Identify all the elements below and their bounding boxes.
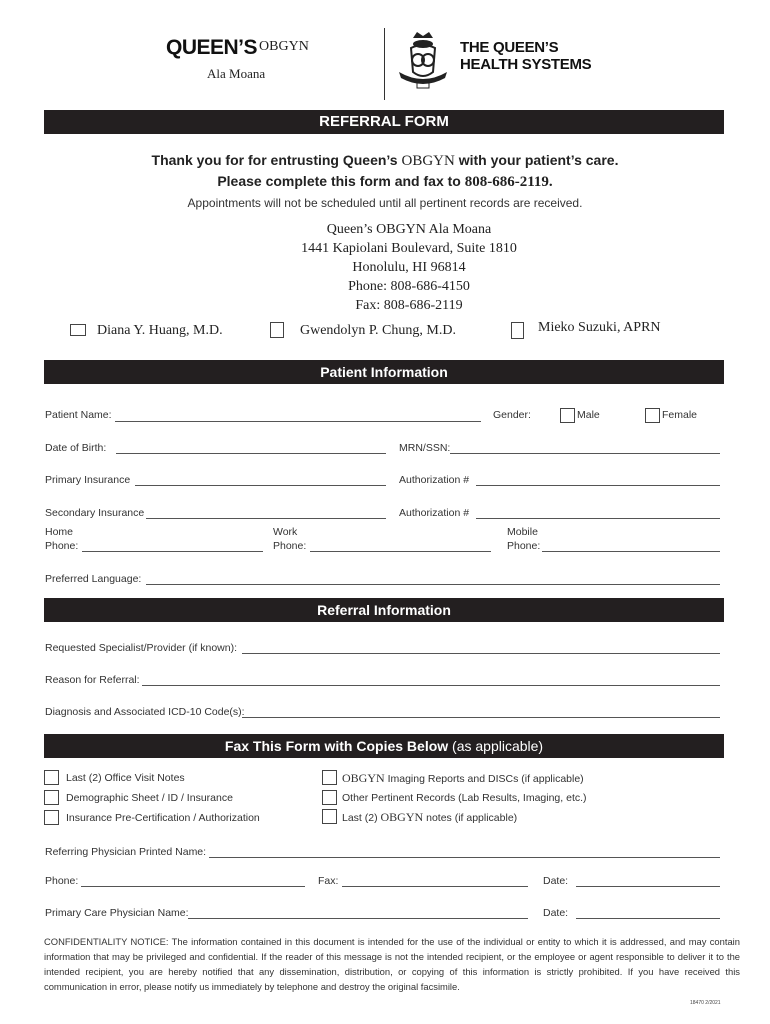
confidentiality-text: The information contained in this document is intended for the use of the individual or entity to which it is addressed, and may contain information that may be privileged and confidential. If the reader of this message is not the intended recipient, or the employee or agent responsible to deliver it to the intended recipient, you are hereby notified that any dissemination, distribution, or copying of this information is strictly prohibited. If you have received this communication in error, please notify us immediately by telephone and destroy the original facsimile. — [44, 936, 740, 992]
physician-fax-field[interactable] — [342, 886, 528, 887]
mobile-phone-field[interactable] — [542, 551, 720, 552]
mrn-label: MRN/SSN: — [399, 442, 451, 454]
queens-obgyn-logo — [166, 36, 366, 60]
authorization-2-field[interactable] — [476, 518, 720, 519]
provider-checkbox-chung[interactable] — [270, 322, 284, 338]
provider-label-suzuki: Mieko Suzuki, APRN — [538, 320, 661, 335]
authorization-1-label: Authorization # — [399, 474, 470, 486]
fax-label-office-visits: Last (2) Office Visit Notes — [66, 772, 185, 784]
fax-label-imaging — [342, 771, 584, 786]
home-phone-field[interactable] — [82, 551, 263, 552]
address-block — [0, 220, 770, 315]
work-phone-label: Phone: — [273, 540, 307, 552]
address-name: Queen’s OBGYN Ala Moana — [326, 222, 492, 237]
fax-obgyn: OBGYN — [342, 771, 385, 785]
diagnosis-label: Diagnosis and Associated ICD-10 Code(s): — [45, 706, 245, 718]
fax-label-demographic: Demographic Sheet / ID / Insurance — [66, 792, 233, 804]
confidentiality-label: CONFIDENTIALITY NOTICE: — [44, 936, 169, 947]
address-phone: Phone: 808-686-4150 — [348, 279, 470, 294]
fax-checkbox-obgyn-notes[interactable] — [322, 809, 337, 824]
fax-label-obgyn-notes — [342, 810, 517, 825]
work-phone-field[interactable] — [310, 551, 491, 552]
fax-checkbox-precert[interactable] — [44, 810, 59, 825]
queens-wordmark: QUEEN’S — [166, 36, 258, 59]
fax-checkbox-other-records[interactable] — [322, 790, 337, 805]
patient-info-title: Patient Information — [320, 364, 448, 380]
female-checkbox[interactable] — [645, 408, 660, 423]
referring-physician-field[interactable] — [209, 857, 720, 858]
intro-line-3: Appointments will not be scheduled until all pertinent records are received. — [187, 196, 583, 210]
fax-checkbox-office-visits[interactable] — [44, 770, 59, 785]
fax-section-bar — [44, 734, 724, 758]
female-label: Female — [662, 409, 698, 421]
health-systems-line1: THE QUEEN’S — [460, 39, 559, 56]
fax-label-precert: Insurance Pre-Certification / Authorization — [66, 812, 260, 824]
preferred-language-field[interactable] — [146, 584, 720, 585]
date-2-label: Date: — [543, 907, 569, 919]
secondary-insurance-label: Secondary Insurance — [45, 507, 145, 519]
mrn-field[interactable] — [450, 453, 720, 454]
physician-phone-field[interactable] — [81, 886, 305, 887]
address-street: 1441 Kapiolani Boulevard, Suite 1810 — [301, 241, 517, 256]
address-fax: Fax: 808-686-2119 — [355, 298, 463, 313]
work-label: Work — [273, 526, 298, 538]
primary-insurance-field[interactable] — [135, 485, 386, 486]
fax-text: notes (if applicable) — [423, 812, 518, 824]
referring-physician-label: Referring Physician Printed Name: — [45, 846, 207, 858]
reason-label: Reason for Referral: — [45, 674, 140, 686]
intro-line-1 — [0, 152, 770, 170]
referral-form-title: REFERRAL FORM — [319, 113, 449, 130]
physician-fax-label: Fax: — [318, 875, 339, 887]
referral-info-bar — [44, 598, 724, 622]
home-label: Home — [45, 526, 74, 538]
home-phone-label: Phone: — [45, 540, 79, 552]
health-systems-line2: HEALTH SYSTEMS — [460, 56, 592, 73]
fax-label-other-records: Other Pertinent Records (Lab Results, Imaging, etc.) — [342, 792, 587, 804]
provider-checkbox-huang[interactable] — [70, 324, 86, 336]
dob-field[interactable] — [116, 453, 386, 454]
fax-section-title-normal: (as applicable) — [448, 738, 544, 754]
address-city: Honolulu, HI 96814 — [352, 260, 466, 275]
preferred-language-label: Preferred Language: — [45, 573, 142, 585]
crest-icon — [391, 28, 455, 92]
diagnosis-field[interactable] — [242, 717, 720, 718]
fax-text: Last (2) — [342, 812, 381, 824]
intro-line-2 — [0, 173, 770, 191]
intro-text: with your patient’s care. — [454, 152, 619, 168]
provider-checkbox-suzuki[interactable] — [511, 322, 524, 339]
pcp-field[interactable] — [188, 918, 528, 919]
form-code: 18470 2/2021 — [690, 1000, 721, 1006]
location-label: Ala Moana — [207, 66, 266, 81]
patient-name-label: Patient Name: — [45, 409, 112, 421]
gender-label: Gender: — [493, 409, 531, 421]
pcp-label: Primary Care Physician Name: — [45, 907, 189, 919]
physician-phone-label: Phone: — [45, 875, 79, 887]
date-1-label: Date: — [543, 875, 569, 887]
male-checkbox[interactable] — [560, 408, 575, 423]
secondary-insurance-field[interactable] — [146, 518, 386, 519]
primary-insurance-label: Primary Insurance — [45, 474, 131, 486]
fax-checkbox-imaging[interactable] — [322, 770, 337, 785]
intro-text: Please complete this form and fax to — [217, 173, 465, 189]
referral-info-title: Referral Information — [317, 602, 451, 618]
referral-form-title-bar — [44, 110, 724, 134]
obgyn-wordmark: OBGYN — [259, 39, 309, 54]
provider-label-chung: Gwendolyn P. Chung, M.D. — [300, 323, 456, 338]
male-label: Male — [577, 409, 600, 421]
date-2-field[interactable] — [576, 918, 720, 919]
header-divider — [384, 28, 385, 100]
provider-label-huang: Diana Y. Huang, M.D. — [97, 323, 223, 338]
dob-label: Date of Birth: — [45, 442, 107, 454]
reason-field[interactable] — [142, 685, 720, 686]
authorization-2-label: Authorization # — [399, 507, 470, 519]
health-systems-logo — [460, 39, 591, 73]
mobile-phone-label: Phone: — [507, 540, 541, 552]
intro-text: Thank you for for entrusting Queen’s — [151, 152, 402, 168]
confidentiality-notice — [44, 934, 740, 994]
fax-obgyn: OBGYN — [380, 810, 424, 824]
intro-fax-number: 808-686-2119. — [464, 174, 553, 190]
fax-section-title-bold: Fax This Form with Copies Below — [224, 738, 449, 754]
mobile-label: Mobile — [507, 526, 538, 538]
patient-name-field[interactable] — [115, 421, 481, 422]
fax-text: Imaging Reports and DISCs (if applicable) — [384, 773, 584, 785]
intro-obgyn: OBGYN — [401, 153, 455, 169]
specialist-label: Requested Specialist/Provider (if known): — [45, 642, 238, 654]
fax-checkbox-demographic[interactable] — [44, 790, 59, 805]
authorization-1-field[interactable] — [476, 485, 720, 486]
specialist-field[interactable] — [242, 653, 720, 654]
patient-info-bar — [44, 360, 724, 384]
date-1-field[interactable] — [576, 886, 720, 887]
